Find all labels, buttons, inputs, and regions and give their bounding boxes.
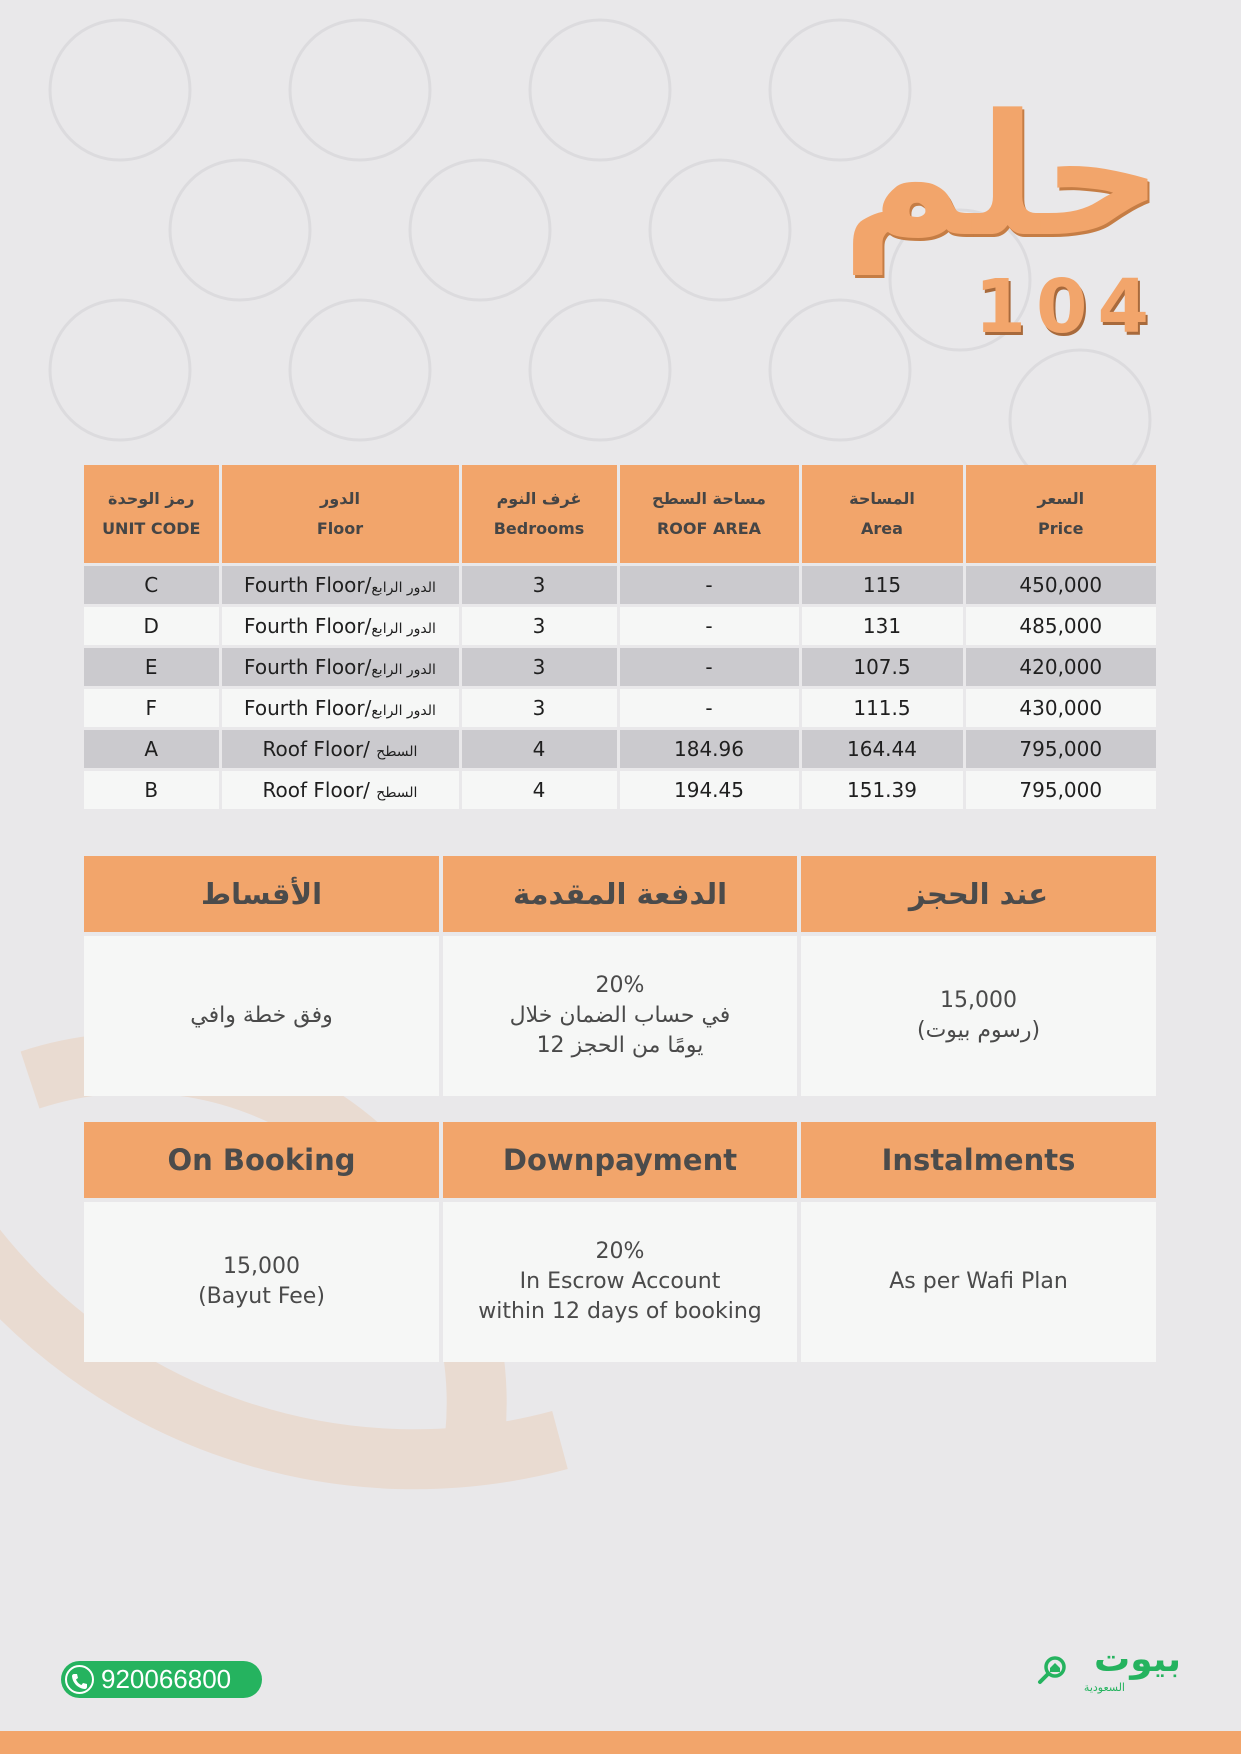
- bottom-accent-bar: [0, 1731, 1241, 1754]
- header-downpayment-en: Downpayment: [441, 1122, 799, 1200]
- header-area: المساحة Area: [800, 465, 964, 565]
- table-row: [84, 688, 1156, 729]
- unit-price: 795,000: [964, 770, 1156, 811]
- unit-bedrooms: 4: [460, 729, 618, 770]
- header-price: السعر Price: [964, 465, 1156, 565]
- booking-ar: 15,000 (رسوم بيوت): [799, 934, 1156, 1096]
- payment-table-english: [84, 1122, 1156, 1362]
- unit-area: 115: [800, 565, 964, 606]
- header-instalments-ar: الأقساط: [84, 856, 441, 934]
- header-booking-en: On Booking: [84, 1122, 441, 1200]
- instalments-ar: وفق خطة وافي: [84, 934, 441, 1096]
- units-table: [84, 465, 1156, 812]
- unit-roof-area: -: [618, 647, 800, 688]
- unit-bedrooms: 4: [460, 770, 618, 811]
- unit-area: 164.44: [800, 729, 964, 770]
- booking-en: 15,000 (Bayut Fee): [84, 1200, 441, 1362]
- header-downpayment-ar: الدفعة المقدمة: [441, 856, 799, 934]
- header-booking-ar: عند الحجز: [799, 856, 1156, 934]
- unit-price: 485,000: [964, 606, 1156, 647]
- table-row: [84, 565, 1156, 606]
- unit-area: 151.39: [800, 770, 964, 811]
- unit-price: 450,000: [964, 565, 1156, 606]
- units-table-header: [84, 465, 1156, 565]
- unit-floor: Roof Floor/ السطح: [220, 770, 460, 811]
- unit-bedrooms: 3: [460, 606, 618, 647]
- logo-number: 104: [974, 264, 1159, 350]
- unit-area: 107.5: [800, 647, 964, 688]
- header-unit-code: رمز الوحدة UNIT CODE: [84, 465, 220, 565]
- brand-name: بيوت: [1094, 1639, 1181, 1680]
- unit-floor: Roof Floor/ السطح: [220, 729, 460, 770]
- unit-roof-area: -: [618, 688, 800, 729]
- unit-code: E: [84, 647, 220, 688]
- brand-logo: [1021, 1639, 1181, 1696]
- table-row: [84, 647, 1156, 688]
- brand-subtitle: السعودية: [1083, 1681, 1125, 1694]
- instalments-en: As per Wafi Plan: [799, 1200, 1156, 1362]
- unit-code: B: [84, 770, 220, 811]
- project-logo: [841, 78, 1163, 350]
- logo-word: حلم: [841, 78, 1163, 274]
- downpayment-ar: 20% في حساب الضمان خلال 12 يومًا من الحجز: [441, 934, 799, 1096]
- search-home-icon: [1037, 1653, 1069, 1685]
- unit-floor: Fourth Floor/الدور الرابع: [220, 565, 460, 606]
- unit-roof-area: -: [618, 565, 800, 606]
- unit-floor: Fourth Floor/الدور الرابع: [220, 688, 460, 729]
- unit-floor: Fourth Floor/الدور الرابع: [220, 647, 460, 688]
- table-row: [84, 770, 1156, 811]
- table-row: [84, 1200, 1156, 1362]
- table-row: [84, 729, 1156, 770]
- unit-bedrooms: 3: [460, 565, 618, 606]
- header-roof-area: مساحة السطح ROOF AREA: [618, 465, 800, 565]
- unit-area: 111.5: [800, 688, 964, 729]
- unit-bedrooms: 3: [460, 688, 618, 729]
- unit-code: D: [84, 606, 220, 647]
- unit-bedrooms: 3: [460, 647, 618, 688]
- phone-icon: [65, 1665, 94, 1694]
- unit-area: 131: [800, 606, 964, 647]
- unit-price: 420,000: [964, 647, 1156, 688]
- unit-code: F: [84, 688, 220, 729]
- downpayment-en: 20% In Escrow Account within 12 days of booking: [441, 1200, 799, 1362]
- unit-floor: Fourth Floor/الدور الرابع: [220, 606, 460, 647]
- header-instalments-en: Instalments: [799, 1122, 1156, 1200]
- unit-roof-area: 184.96: [618, 729, 800, 770]
- header-bedrooms: غرف النوم Bedrooms: [460, 465, 618, 565]
- unit-roof-area: -: [618, 606, 800, 647]
- unit-code: C: [84, 565, 220, 606]
- phone-badge[interactable]: [61, 1661, 262, 1698]
- phone-number: 920066800: [101, 1664, 232, 1694]
- unit-code: A: [84, 729, 220, 770]
- unit-roof-area: 194.45: [618, 770, 800, 811]
- header-floor: الدور Floor: [220, 465, 460, 565]
- table-row: [84, 606, 1156, 647]
- payment-table-arabic: [84, 856, 1156, 1096]
- unit-price: 795,000: [964, 729, 1156, 770]
- unit-price: 430,000: [964, 688, 1156, 729]
- table-row: [84, 934, 1156, 1096]
